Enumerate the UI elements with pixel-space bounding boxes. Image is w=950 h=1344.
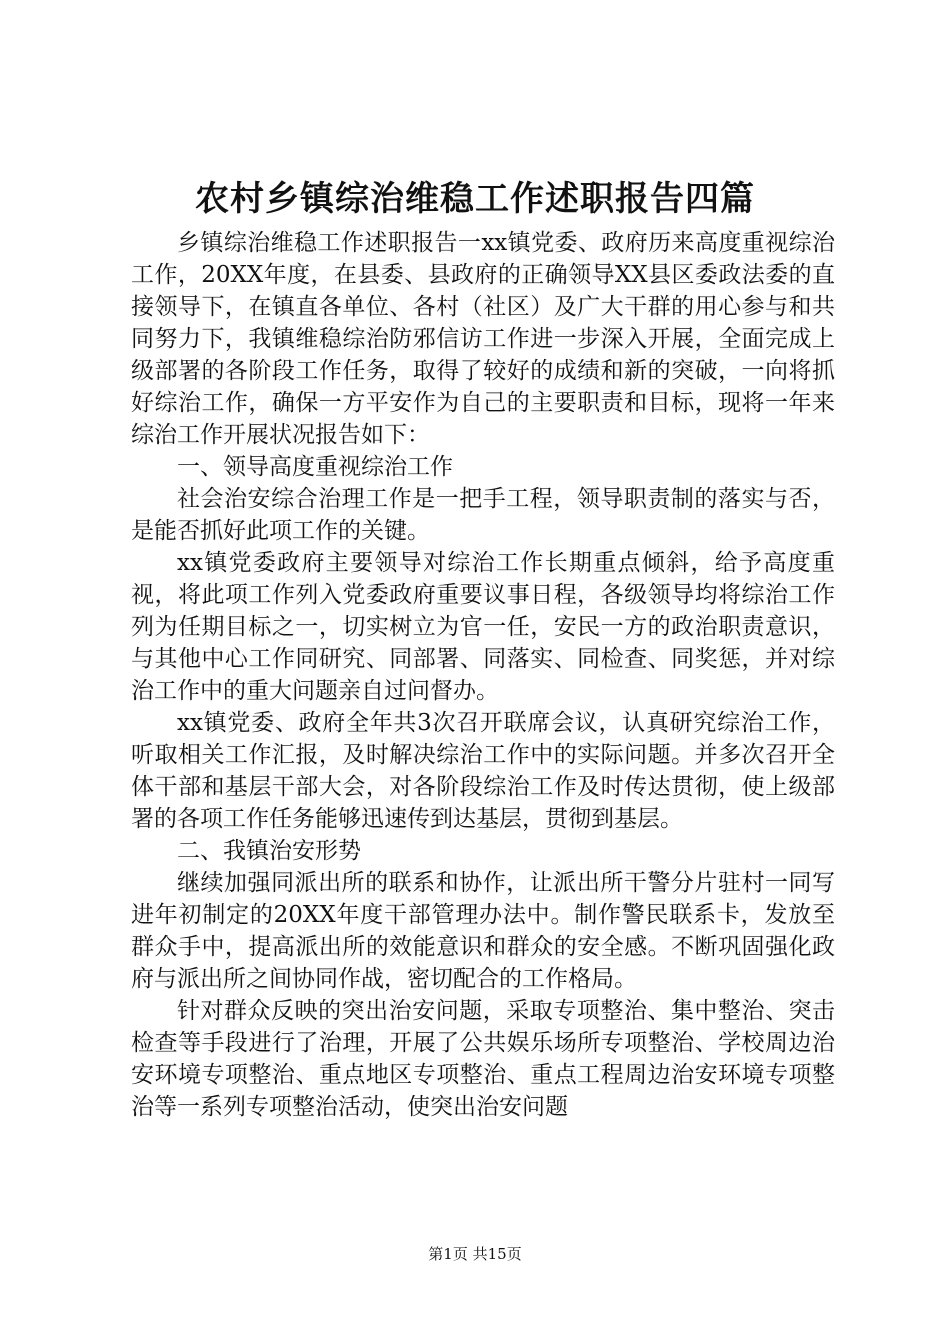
section-heading-1: 一、领导高度重视综治工作 <box>177 454 453 480</box>
paragraph: 针对群众反映的突出治安问题，采取专项整治、集中整治、突击检查等手段进行了治理，开展了公共娱乐场所专项整治、学校周边治安环境专项整治、重点地区专项整治、重点工程周边治安环境专项整治等一系列专项整治活动，使突出治安问题 <box>131 998 835 1120</box>
page-footer: 第1页 共15页 <box>428 1245 522 1263</box>
paragraph: 社会治安综合治理工作是一把手工程，领导职责制的落实与否，是能否抓好此项工作的关键。 <box>131 486 835 544</box>
document-title: 农村乡镇综治维稳工作述职报告四篇 <box>195 179 755 219</box>
paragraph-intro: 乡镇综治维稳工作述职报告一xx镇党委、政府历来高度重视综治工作，20XX年度，在县委、县政府的正确领导XX县区委政法委的直接领导下，在镇直各单位、各村（社区）及广大干群的用心参与和共同努力下，我镇维稳综治防邪信访工作进一步深入开展，全面完成上级部署的各阶段工作任务，取得了较好的成绩和新的突破，一向将抓好综治工作，确保一方平安作为自己的主要职责和目标，现将一年来综治工作开展状况报告如下： <box>131 230 835 448</box>
document-body <box>131 227 835 1123</box>
section-heading-2: 二、我镇治安形势 <box>177 838 361 864</box>
paragraph: 继续加强同派出所的联系和协作，让派出所干警分片驻村一同写进年初制定的20XX年度干部管理办法中。制作警民联系卡，发放至群众手中，提高派出所的效能意识和群众的安全感。不断巩固强化政府与派出所之间协同作战，密切配合的工作格局。 <box>131 870 835 992</box>
paragraph: xx镇党委、政府全年共3次召开联席会议，认真研究综治工作，听取相关工作汇报，及时解决综治工作中的实际问题。并多次召开全体干部和基层干部大会，对各阶段综治工作及时传达贯彻，使上级部署的各项工作任务能够迅速传到达基层，贯彻到基层。 <box>131 710 835 832</box>
paragraph: xx镇党委政府主要领导对综治工作长期重点倾斜，给予高度重视，将此项工作列入党委政府重要议事日程，各级领导均将综治工作列为任期目标之一，切实树立为官一任，安民一方的政治职责意识，与其他中心工作同研究、同部署、同落实、同检查、同奖惩，并对综治工作中的重大问题亲自过问督办。 <box>131 550 835 704</box>
